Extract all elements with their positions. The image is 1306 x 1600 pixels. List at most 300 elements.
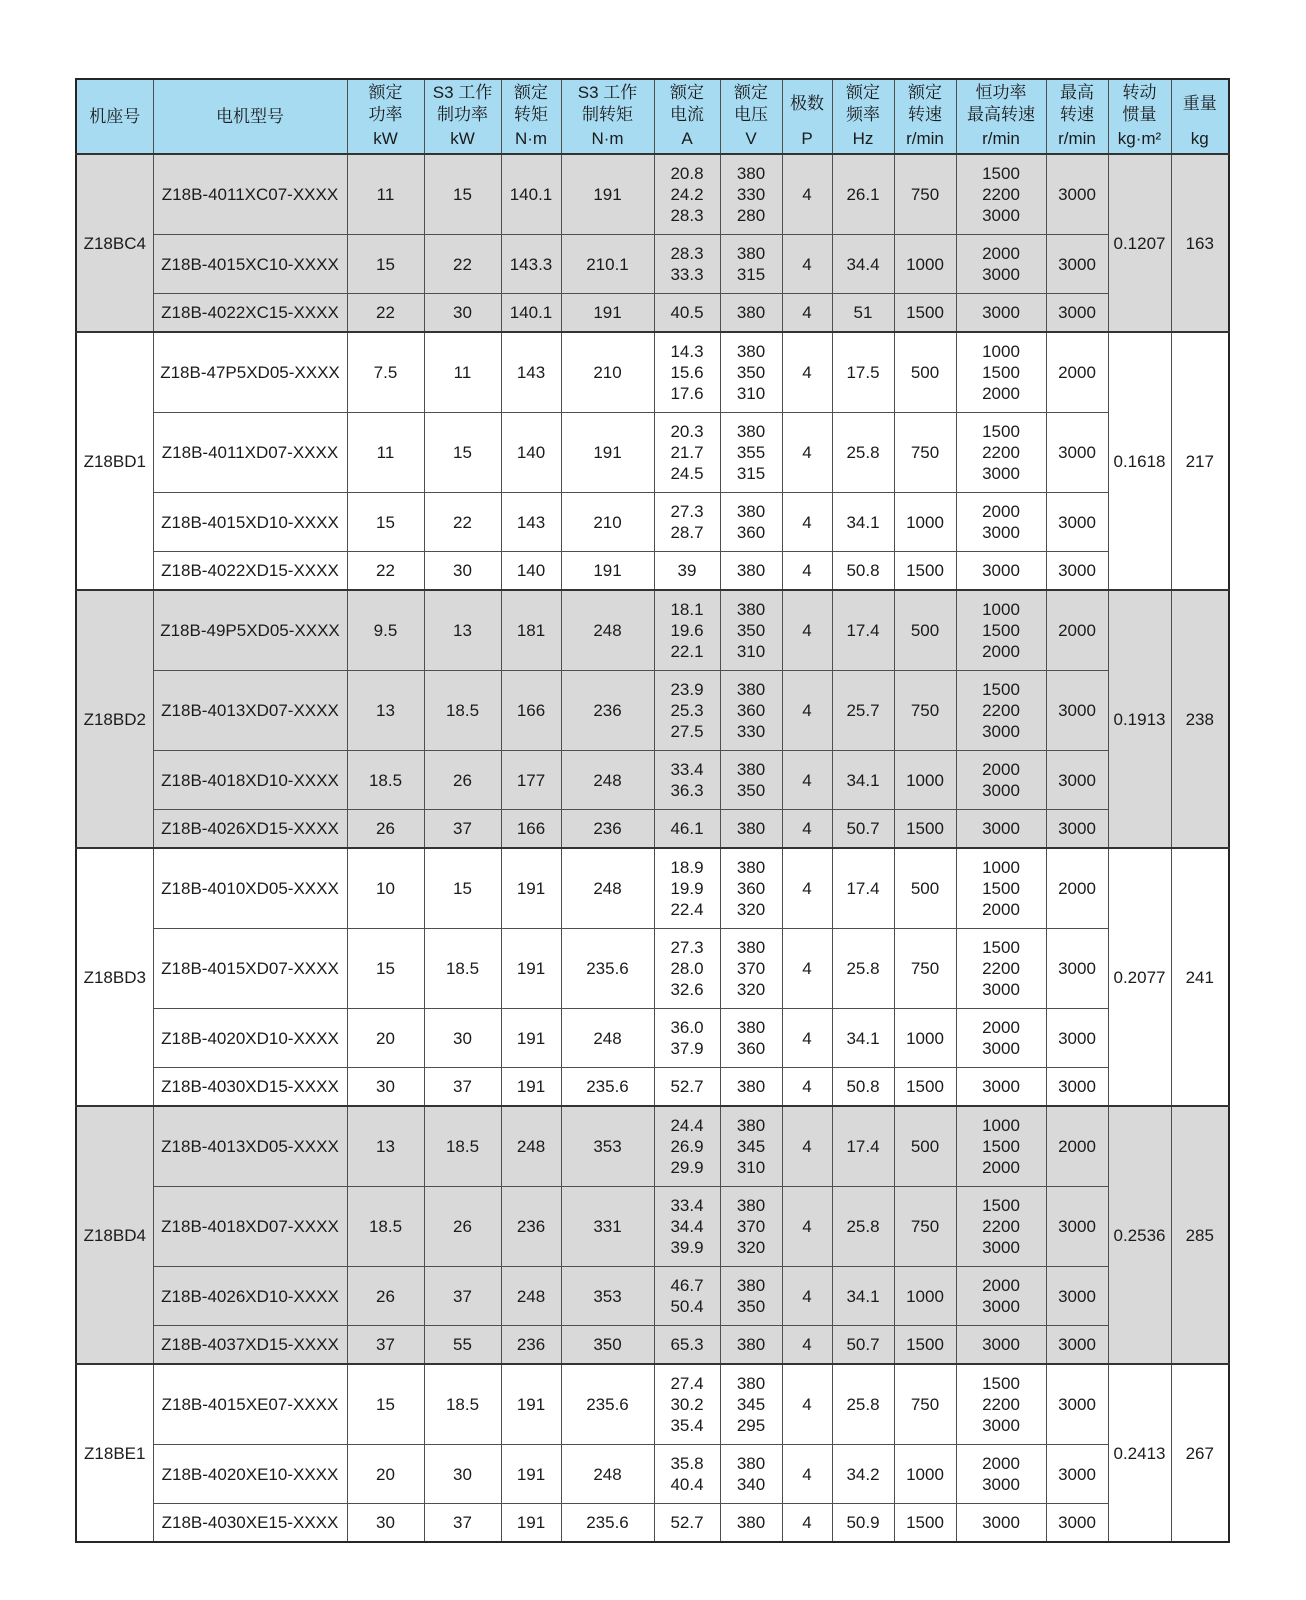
cell-rated-frequency: 17.4 (832, 848, 894, 929)
value-line: 380 (736, 1374, 766, 1393)
cell-poles: 4 (782, 552, 832, 591)
col-header-poles (782, 79, 832, 154)
value-line: 3000 (982, 722, 1020, 741)
cell-weight: 163 (1171, 154, 1229, 332)
value-line: 39.9 (670, 1238, 704, 1257)
cell-rated-voltage (720, 552, 782, 591)
value-line: 380 (736, 1077, 766, 1096)
cell-rated-torque: 143 (501, 332, 561, 413)
cell-s3-power: 55 (424, 1326, 501, 1365)
value-line: 345 (736, 1137, 766, 1156)
value-line: 3000 (982, 523, 1020, 542)
cell-s3-power: 22 (424, 235, 501, 294)
value-line: 315 (736, 464, 766, 483)
cell-inertia: 0.1618 (1108, 332, 1171, 590)
value-line: 380 (736, 502, 766, 521)
value-line: 2000 (982, 1276, 1020, 1295)
cell-rated-speed: 1000 (894, 1009, 956, 1068)
cell-max-speed: 3000 (1046, 1009, 1108, 1068)
value-line: 380 (736, 600, 766, 619)
cell-rated-current (654, 1364, 720, 1445)
label-line: 额定 (670, 83, 704, 102)
value-line: 380 (736, 1116, 766, 1135)
cell-s3-power: 18.5 (424, 671, 501, 751)
value-line: 19.6 (670, 621, 704, 640)
cell-rated-voltage (720, 413, 782, 493)
cell-rated-speed: 750 (894, 1187, 956, 1267)
value-line: 360 (736, 879, 766, 898)
cell-rated-current (654, 1445, 720, 1504)
cell-const-power-max-speed (956, 154, 1046, 235)
cell-rated-voltage (720, 332, 782, 413)
cell-rated-power: 37 (347, 1326, 424, 1365)
value-line: 1500 (982, 1374, 1020, 1393)
col-header-unit: kg (1190, 129, 1209, 148)
cell-rated-current (654, 751, 720, 810)
cell-model: Z18B-4022XC15-XXXX (153, 294, 347, 333)
col-header-label (833, 80, 894, 128)
table-row (76, 1009, 1229, 1068)
cell-model: Z18B-4010XD05-XXXX (153, 848, 347, 929)
cell-rated-frequency: 50.9 (832, 1504, 894, 1543)
value-line: 380 (736, 680, 766, 699)
table-row (76, 1267, 1229, 1326)
value-line: 380 (736, 1018, 766, 1037)
cell-const-power-max-speed (956, 1009, 1046, 1068)
cell-rated-torque: 140.1 (501, 154, 561, 235)
value-line: 33.3 (670, 265, 704, 284)
value-line: 3000 (982, 303, 1020, 322)
cell-model: Z18B-47P5XD05-XXXX (153, 332, 347, 413)
table-row (76, 332, 1229, 413)
cell-rated-voltage (720, 751, 782, 810)
cell-const-power-max-speed (956, 590, 1046, 671)
cell-max-speed: 3000 (1046, 1187, 1108, 1267)
table-row (76, 235, 1229, 294)
cell-max-speed: 3000 (1046, 1326, 1108, 1365)
cell-rated-torque: 143.3 (501, 235, 561, 294)
col-header-label (502, 80, 561, 128)
header-row (76, 79, 1229, 154)
value-line: 33.4 (670, 760, 704, 779)
cell-const-power-max-speed (956, 1364, 1046, 1445)
value-line: 3000 (982, 464, 1020, 483)
col-header-unit: kW (450, 129, 475, 148)
value-line: 28.3 (670, 244, 704, 263)
cell-poles: 4 (782, 671, 832, 751)
cell-frame: Z18BD4 (76, 1106, 153, 1364)
col-header-max-speed (1046, 79, 1108, 154)
col-header-model (153, 79, 347, 154)
cell-rated-current (654, 1326, 720, 1365)
value-line: 1500 (982, 363, 1020, 382)
cell-weight: 217 (1171, 332, 1229, 590)
value-line: 350 (736, 781, 766, 800)
cell-s3-power: 37 (424, 1068, 501, 1107)
cell-model: Z18B-4030XE15-XXXX (153, 1504, 347, 1543)
cell-max-speed: 3000 (1046, 671, 1108, 751)
cell-rated-speed: 500 (894, 332, 956, 413)
col-header-unit: V (745, 129, 757, 148)
cell-s3-power: 22 (424, 493, 501, 552)
value-line: 15.6 (670, 363, 704, 382)
col-header-label (783, 80, 832, 128)
cell-const-power-max-speed (956, 929, 1046, 1009)
value-line: 52.7 (670, 1513, 704, 1532)
value-line: 14.3 (670, 342, 704, 361)
col-header-unit: Hz (852, 129, 874, 148)
motor-spec-table (75, 78, 1230, 1543)
col-header-inertia (1108, 79, 1171, 154)
cell-rated-speed: 1000 (894, 1267, 956, 1326)
col-header-rated-frequency (832, 79, 894, 154)
cell-rated-current (654, 413, 720, 493)
col-header-label (425, 80, 501, 128)
cell-rated-voltage (720, 1364, 782, 1445)
value-line: 1000 (982, 858, 1020, 877)
value-line: 3000 (982, 206, 1020, 225)
value-line: 380 (736, 1196, 766, 1215)
cell-const-power-max-speed (956, 413, 1046, 493)
value-line: 310 (736, 642, 766, 661)
cell-rated-torque: 191 (501, 848, 561, 929)
cell-rated-voltage (720, 590, 782, 671)
col-header-unit: kg·m² (1117, 129, 1162, 148)
value-line: 37.9 (670, 1039, 704, 1058)
cell-weight: 267 (1171, 1364, 1229, 1542)
value-line: 1500 (982, 938, 1020, 957)
cell-model: Z18B-4015XC10-XXXX (153, 235, 347, 294)
cell-const-power-max-speed (956, 1326, 1046, 1365)
label-line: S3 工作 (432, 83, 493, 102)
col-header-label (957, 80, 1046, 128)
value-line: 2200 (982, 443, 1020, 462)
cell-s3-torque: 331 (561, 1187, 654, 1267)
cell-rated-power: 15 (347, 929, 424, 1009)
cell-s3-power: 37 (424, 810, 501, 849)
cell-model: Z18B-4015XD10-XXXX (153, 493, 347, 552)
value-line: 19.9 (670, 879, 704, 898)
cell-s3-torque: 236 (561, 671, 654, 751)
col-header-unit: r/min (906, 129, 944, 148)
cell-const-power-max-speed (956, 1187, 1046, 1267)
cell-poles: 4 (782, 1267, 832, 1326)
value-line: 2000 (982, 244, 1020, 263)
cell-rated-torque: 191 (501, 1364, 561, 1445)
col-header-rated-power (347, 79, 424, 154)
value-line: 380 (736, 938, 766, 957)
value-line: 2000 (982, 1018, 1020, 1037)
cell-s3-torque: 235.6 (561, 1364, 654, 1445)
cell-model: Z18B-4020XD10-XXXX (153, 1009, 347, 1068)
cell-rated-power: 20 (347, 1009, 424, 1068)
cell-max-speed: 3000 (1046, 1267, 1108, 1326)
cell-max-speed: 3000 (1046, 751, 1108, 810)
cell-rated-voltage (720, 1504, 782, 1543)
cell-frame: Z18BD3 (76, 848, 153, 1106)
cell-rated-power: 20 (347, 1445, 424, 1504)
label-line: 恒功率 (975, 83, 1027, 102)
cell-poles: 4 (782, 332, 832, 413)
value-line: 3000 (982, 781, 1020, 800)
cell-rated-current (654, 1187, 720, 1267)
value-line: 2200 (982, 959, 1020, 978)
cell-s3-power: 11 (424, 332, 501, 413)
table-row (76, 154, 1229, 235)
value-line: 380 (736, 858, 766, 877)
cell-rated-power: 11 (347, 154, 424, 235)
table-row (76, 1364, 1229, 1445)
cell-rated-power: 30 (347, 1068, 424, 1107)
cell-rated-speed: 1500 (894, 1068, 956, 1107)
value-line: 20.3 (670, 422, 704, 441)
label-line: 转速 (1060, 105, 1094, 124)
cell-model: Z18B-4015XE07-XXXX (153, 1364, 347, 1445)
value-line: 2000 (982, 642, 1020, 661)
value-line: 3000 (982, 561, 1020, 580)
cell-const-power-max-speed (956, 552, 1046, 591)
value-line: 2000 (982, 502, 1020, 521)
cell-inertia: 0.2077 (1108, 848, 1171, 1106)
cell-rated-power: 18.5 (347, 751, 424, 810)
value-line: 39 (677, 561, 697, 580)
cell-s3-power: 30 (424, 552, 501, 591)
value-line: 20.8 (670, 164, 704, 183)
value-line: 50.4 (670, 1297, 704, 1316)
cell-rated-speed: 1500 (894, 552, 956, 591)
cell-rated-speed: 1500 (894, 1504, 956, 1543)
value-line: 380 (736, 1335, 766, 1354)
value-line: 46.7 (670, 1276, 704, 1295)
cell-frame: Z18BE1 (76, 1364, 153, 1542)
value-line: 2200 (982, 1395, 1020, 1414)
value-line: 21.7 (670, 443, 704, 462)
cell-rated-voltage (720, 1009, 782, 1068)
value-line: 310 (736, 384, 766, 403)
cell-max-speed: 3000 (1046, 294, 1108, 333)
value-line: 2200 (982, 701, 1020, 720)
value-line: 1500 (982, 164, 1020, 183)
cell-s3-torque: 248 (561, 848, 654, 929)
col-header-unit: N·m (514, 129, 548, 148)
cell-poles: 4 (782, 294, 832, 333)
cell-rated-speed: 1000 (894, 235, 956, 294)
cell-rated-voltage (720, 235, 782, 294)
value-line: 2000 (982, 900, 1020, 919)
cell-rated-speed: 500 (894, 848, 956, 929)
table-row (76, 671, 1229, 751)
table-row (76, 413, 1229, 493)
cell-s3-torque: 350 (561, 1326, 654, 1365)
cell-s3-torque: 191 (561, 552, 654, 591)
cell-frame: Z18BD1 (76, 332, 153, 590)
cell-s3-power: 13 (424, 590, 501, 671)
cell-poles: 4 (782, 590, 832, 671)
cell-rated-speed: 1500 (894, 1326, 956, 1365)
label-line: 额定 (908, 83, 942, 102)
value-line: 320 (736, 980, 766, 999)
cell-rated-voltage (720, 1106, 782, 1187)
label-line: 惯量 (1122, 105, 1157, 124)
cell-rated-power: 22 (347, 552, 424, 591)
label-line: 制功率 (437, 105, 488, 124)
cell-rated-power: 13 (347, 1106, 424, 1187)
cell-rated-frequency: 34.1 (832, 1009, 894, 1068)
cell-rated-current (654, 590, 720, 671)
value-line: 3000 (982, 1513, 1020, 1532)
value-line: 380 (736, 561, 766, 580)
value-line: 310 (736, 1158, 766, 1177)
value-line: 18.9 (670, 858, 704, 877)
cell-model: Z18B-4011XC07-XXXX (153, 154, 347, 235)
value-line: 350 (736, 1297, 766, 1316)
cell-rated-power: 9.5 (347, 590, 424, 671)
cell-rated-speed: 750 (894, 154, 956, 235)
col-header-rated-speed (894, 79, 956, 154)
cell-poles: 4 (782, 1445, 832, 1504)
cell-poles: 4 (782, 1187, 832, 1267)
table-row (76, 590, 1229, 671)
cell-const-power-max-speed (956, 332, 1046, 413)
cell-const-power-max-speed (956, 810, 1046, 849)
cell-model: Z18B-4026XD10-XXXX (153, 1267, 347, 1326)
value-line: 40.4 (670, 1475, 704, 1494)
value-line: 360 (736, 1039, 766, 1058)
label-line: 重量 (1182, 94, 1217, 113)
value-line: 380 (736, 303, 766, 322)
value-line: 360 (736, 523, 766, 542)
cell-rated-speed: 1000 (894, 493, 956, 552)
value-line: 35.4 (670, 1416, 704, 1435)
cell-rated-speed: 750 (894, 671, 956, 751)
cell-max-speed: 3000 (1046, 810, 1108, 849)
cell-const-power-max-speed (956, 751, 1046, 810)
cell-const-power-max-speed (956, 1068, 1046, 1107)
cell-rated-torque: 248 (501, 1267, 561, 1326)
label-line: 电压 (734, 105, 768, 124)
value-line: 2200 (982, 1217, 1020, 1236)
value-line: 380 (736, 342, 766, 361)
value-line: 33.4 (670, 1196, 704, 1215)
cell-s3-power: 30 (424, 1009, 501, 1068)
cell-frame: Z18BD2 (76, 590, 153, 848)
cell-rated-frequency: 25.8 (832, 1364, 894, 1445)
cell-s3-torque: 235.6 (561, 929, 654, 1009)
cell-poles: 4 (782, 235, 832, 294)
cell-rated-current (654, 810, 720, 849)
value-line: 1500 (982, 422, 1020, 441)
cell-poles: 4 (782, 1068, 832, 1107)
cell-rated-frequency: 17.4 (832, 590, 894, 671)
col-header-label (1109, 80, 1171, 128)
value-line: 29.9 (670, 1158, 704, 1177)
cell-weight: 238 (1171, 590, 1229, 848)
cell-rated-current (654, 1106, 720, 1187)
value-line: 370 (736, 1217, 766, 1236)
cell-rated-frequency: 25.8 (832, 929, 894, 1009)
cell-inertia: 0.2413 (1108, 1364, 1171, 1542)
value-line: 27.3 (670, 502, 704, 521)
cell-rated-voltage (720, 810, 782, 849)
col-header-const-power-max-speed (956, 79, 1046, 154)
cell-max-speed: 3000 (1046, 929, 1108, 1009)
cell-s3-torque: 248 (561, 1445, 654, 1504)
cell-s3-power: 30 (424, 1445, 501, 1504)
col-header-s3-torque (561, 79, 654, 154)
col-header-unit: P (801, 129, 813, 148)
cell-rated-voltage (720, 1445, 782, 1504)
value-line: 3000 (982, 1077, 1020, 1096)
value-line: 2000 (982, 384, 1020, 403)
cell-s3-torque: 191 (561, 413, 654, 493)
table-row (76, 1106, 1229, 1187)
cell-rated-frequency: 34.2 (832, 1445, 894, 1504)
value-line: 350 (736, 621, 766, 640)
cell-rated-frequency: 25.7 (832, 671, 894, 751)
col-header-rated-current (654, 79, 720, 154)
cell-poles: 4 (782, 1504, 832, 1543)
cell-rated-voltage (720, 1326, 782, 1365)
label-line: 额定 (846, 83, 880, 102)
cell-rated-torque: 191 (501, 929, 561, 1009)
cell-max-speed: 3000 (1046, 413, 1108, 493)
cell-rated-speed: 500 (894, 1106, 956, 1187)
value-line: 380 (736, 1276, 766, 1295)
cell-s3-torque: 191 (561, 294, 654, 333)
col-header-unit: r/min (982, 129, 1020, 148)
label-line: 制转矩 (582, 105, 633, 124)
label-line: 最高转速 (967, 105, 1035, 124)
cell-rated-torque: 140 (501, 552, 561, 591)
cell-rated-torque: 191 (501, 1068, 561, 1107)
table-row (76, 810, 1229, 849)
value-line: 380 (736, 422, 766, 441)
value-line: 2200 (982, 185, 1020, 204)
table-row (76, 1187, 1229, 1267)
value-line: 370 (736, 959, 766, 978)
value-line: 1500 (982, 680, 1020, 699)
cell-inertia: 0.1913 (1108, 590, 1171, 848)
cell-rated-voltage (720, 848, 782, 929)
cell-rated-current (654, 154, 720, 235)
cell-s3-power: 18.5 (424, 1364, 501, 1445)
cell-rated-torque: 236 (501, 1326, 561, 1365)
value-line: 380 (736, 244, 766, 263)
cell-rated-current (654, 294, 720, 333)
cell-s3-torque: 210 (561, 493, 654, 552)
col-header-label (895, 80, 956, 128)
cell-rated-speed: 1500 (894, 294, 956, 333)
table-row (76, 1068, 1229, 1107)
cell-const-power-max-speed (956, 1504, 1046, 1543)
cell-rated-current (654, 332, 720, 413)
cell-max-speed: 3000 (1046, 154, 1108, 235)
cell-rated-voltage (720, 154, 782, 235)
cell-s3-power: 15 (424, 848, 501, 929)
cell-rated-frequency: 50.8 (832, 1068, 894, 1107)
value-line: 22.1 (670, 642, 704, 661)
cell-model: Z18B-4015XD07-XXXX (153, 929, 347, 1009)
cell-rated-power: 11 (347, 413, 424, 493)
cell-inertia: 0.1207 (1108, 154, 1171, 332)
cell-s3-power: 15 (424, 154, 501, 235)
col-header-frame (76, 79, 153, 154)
cell-rated-power: 26 (347, 1267, 424, 1326)
col-header-label (562, 80, 654, 128)
value-line: 3000 (982, 819, 1020, 838)
label-line: 额定 (514, 83, 548, 102)
table-row (76, 1504, 1229, 1543)
